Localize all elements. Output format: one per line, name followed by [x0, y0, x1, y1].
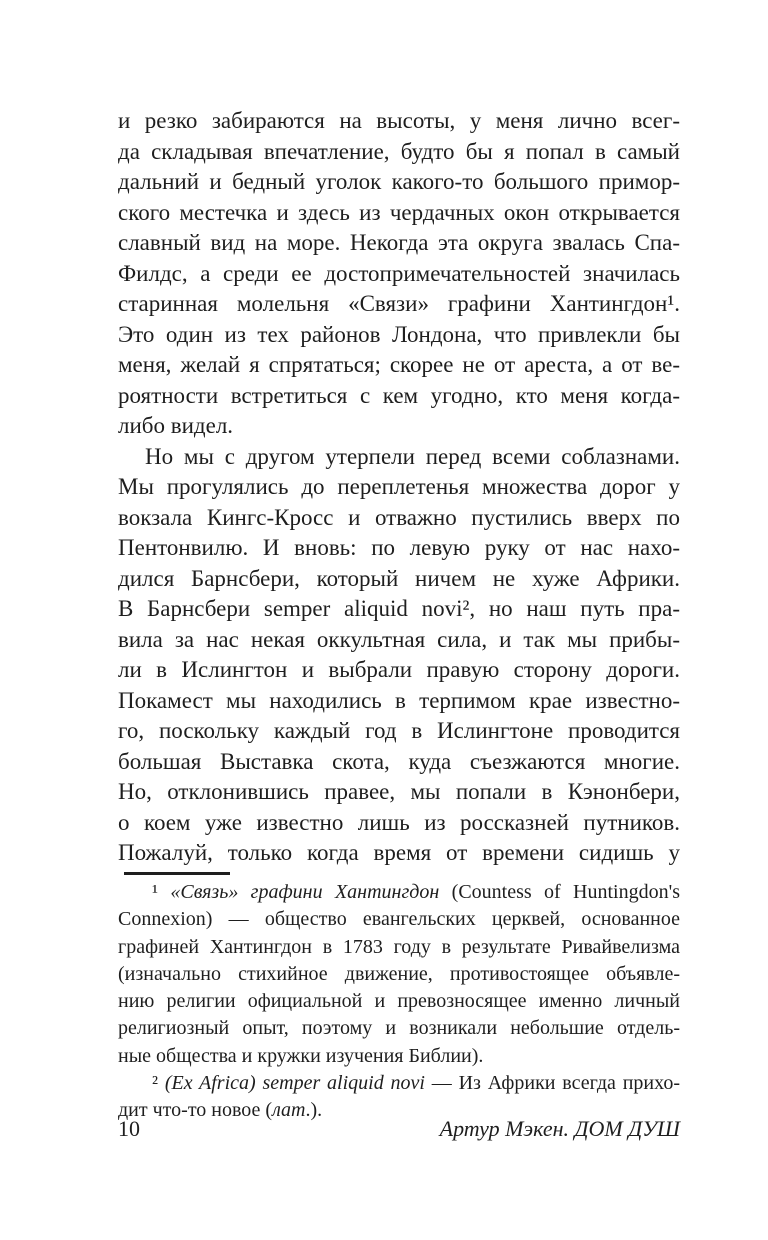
text-line: графиней Хантингдон в 1783 году в результате Ривайвелизма — [118, 935, 680, 958]
text-line: Но мы с другом утерпели перед всеми соблазнами. — [145, 443, 680, 469]
text-line: Это один из тех районов Лондона, что привлекли бы — [118, 321, 680, 347]
text-line: ского местечка и здесь из чердачных окон открывается — [118, 199, 680, 225]
text-line: религиозный опыт, поэтому и возникали небольшие отдель- — [118, 1017, 680, 1040]
text-line: Покамест мы находились в терпимом крае известно- — [118, 687, 680, 713]
footnotes — [118, 879, 680, 1125]
text-line: нию религии официальной и превозносящее именно личный — [118, 990, 680, 1013]
text-line: славный вид на море. Некогда эта округа звалась Спа- — [118, 230, 680, 255]
footnote-separator — [124, 872, 230, 875]
text-line: меня, желай я спрятаться; скорее не от ареста, а от ве- — [118, 352, 680, 377]
text-line: В Барнсбери semper aliquid novi², но наш путь пра- — [118, 596, 680, 621]
text-line: Пентонвилю. И вновь: по левую руку от нас нахо- — [118, 535, 680, 560]
text-line: Но, отклонившись правее, мы попали в Кэнонбери, — [118, 779, 680, 804]
text-line: ные общества и кружки изучения Библии). — [118, 1044, 484, 1067]
text-line: вокзала Кингс-Кросс и отважно пустились вверх по — [118, 504, 680, 530]
text-line: ² (Ex Africa) semper aliquid novi — Из Африки всегда прихо- — [152, 1072, 680, 1095]
text-line: дальний и бедный уголок какого-то большого примор- — [118, 169, 680, 194]
text-line: да складывая впечатление, будто бы я попал в самый — [118, 138, 680, 164]
page-footer — [118, 1114, 680, 1144]
running-title: Артур Мэкен. ДОМ ДУШ — [439, 1116, 680, 1141]
text-line: Мы прогулялись до переплетенья множества дорог у — [118, 474, 680, 499]
text-line: Пожалуй, только когда время от времени сидишь у — [118, 840, 680, 865]
text-line: большая Выставка скота, куда съезжаются многие. — [118, 748, 680, 774]
text-line: и резко забираются на высоты, у меня лично всег- — [118, 108, 680, 133]
text-line: ¹ «Связь» графини Хантингдон (Countess of Huntingdon's — [152, 881, 680, 903]
text-line: го, поскольку каждый год в Ислингтоне проводится — [118, 718, 680, 743]
page-number: 10 — [118, 1116, 140, 1141]
text-line: ли в Ислингтон и выбрали правую сторону дороги. — [118, 657, 680, 682]
text-line: дит что-то новое (лат.). — [118, 1099, 323, 1122]
text-line: роятности встретиться с кем угодно, кто меня когда- — [118, 382, 680, 408]
text-line: Филдс, а среди ее достопримечательностей значилась — [118, 260, 680, 286]
text-line: вила за нас некая оккультная сила, и так мы прибы- — [118, 626, 680, 652]
text-line: Connexion) — общество евангельских церквей, основанное — [118, 908, 680, 931]
body-text — [118, 106, 680, 869]
text-line: либо видел. — [118, 413, 234, 438]
text-line: дился Барнсбери, который ничем не хуже Африки. — [118, 565, 680, 591]
text-line: старинная молельня «Связи» графини Хантингдон¹. — [118, 291, 680, 316]
text-line: (изначально стихийное движение, противостоящее объявле- — [118, 962, 680, 985]
text-line: о коем уже известно лишь из россказней путников. — [118, 809, 680, 835]
